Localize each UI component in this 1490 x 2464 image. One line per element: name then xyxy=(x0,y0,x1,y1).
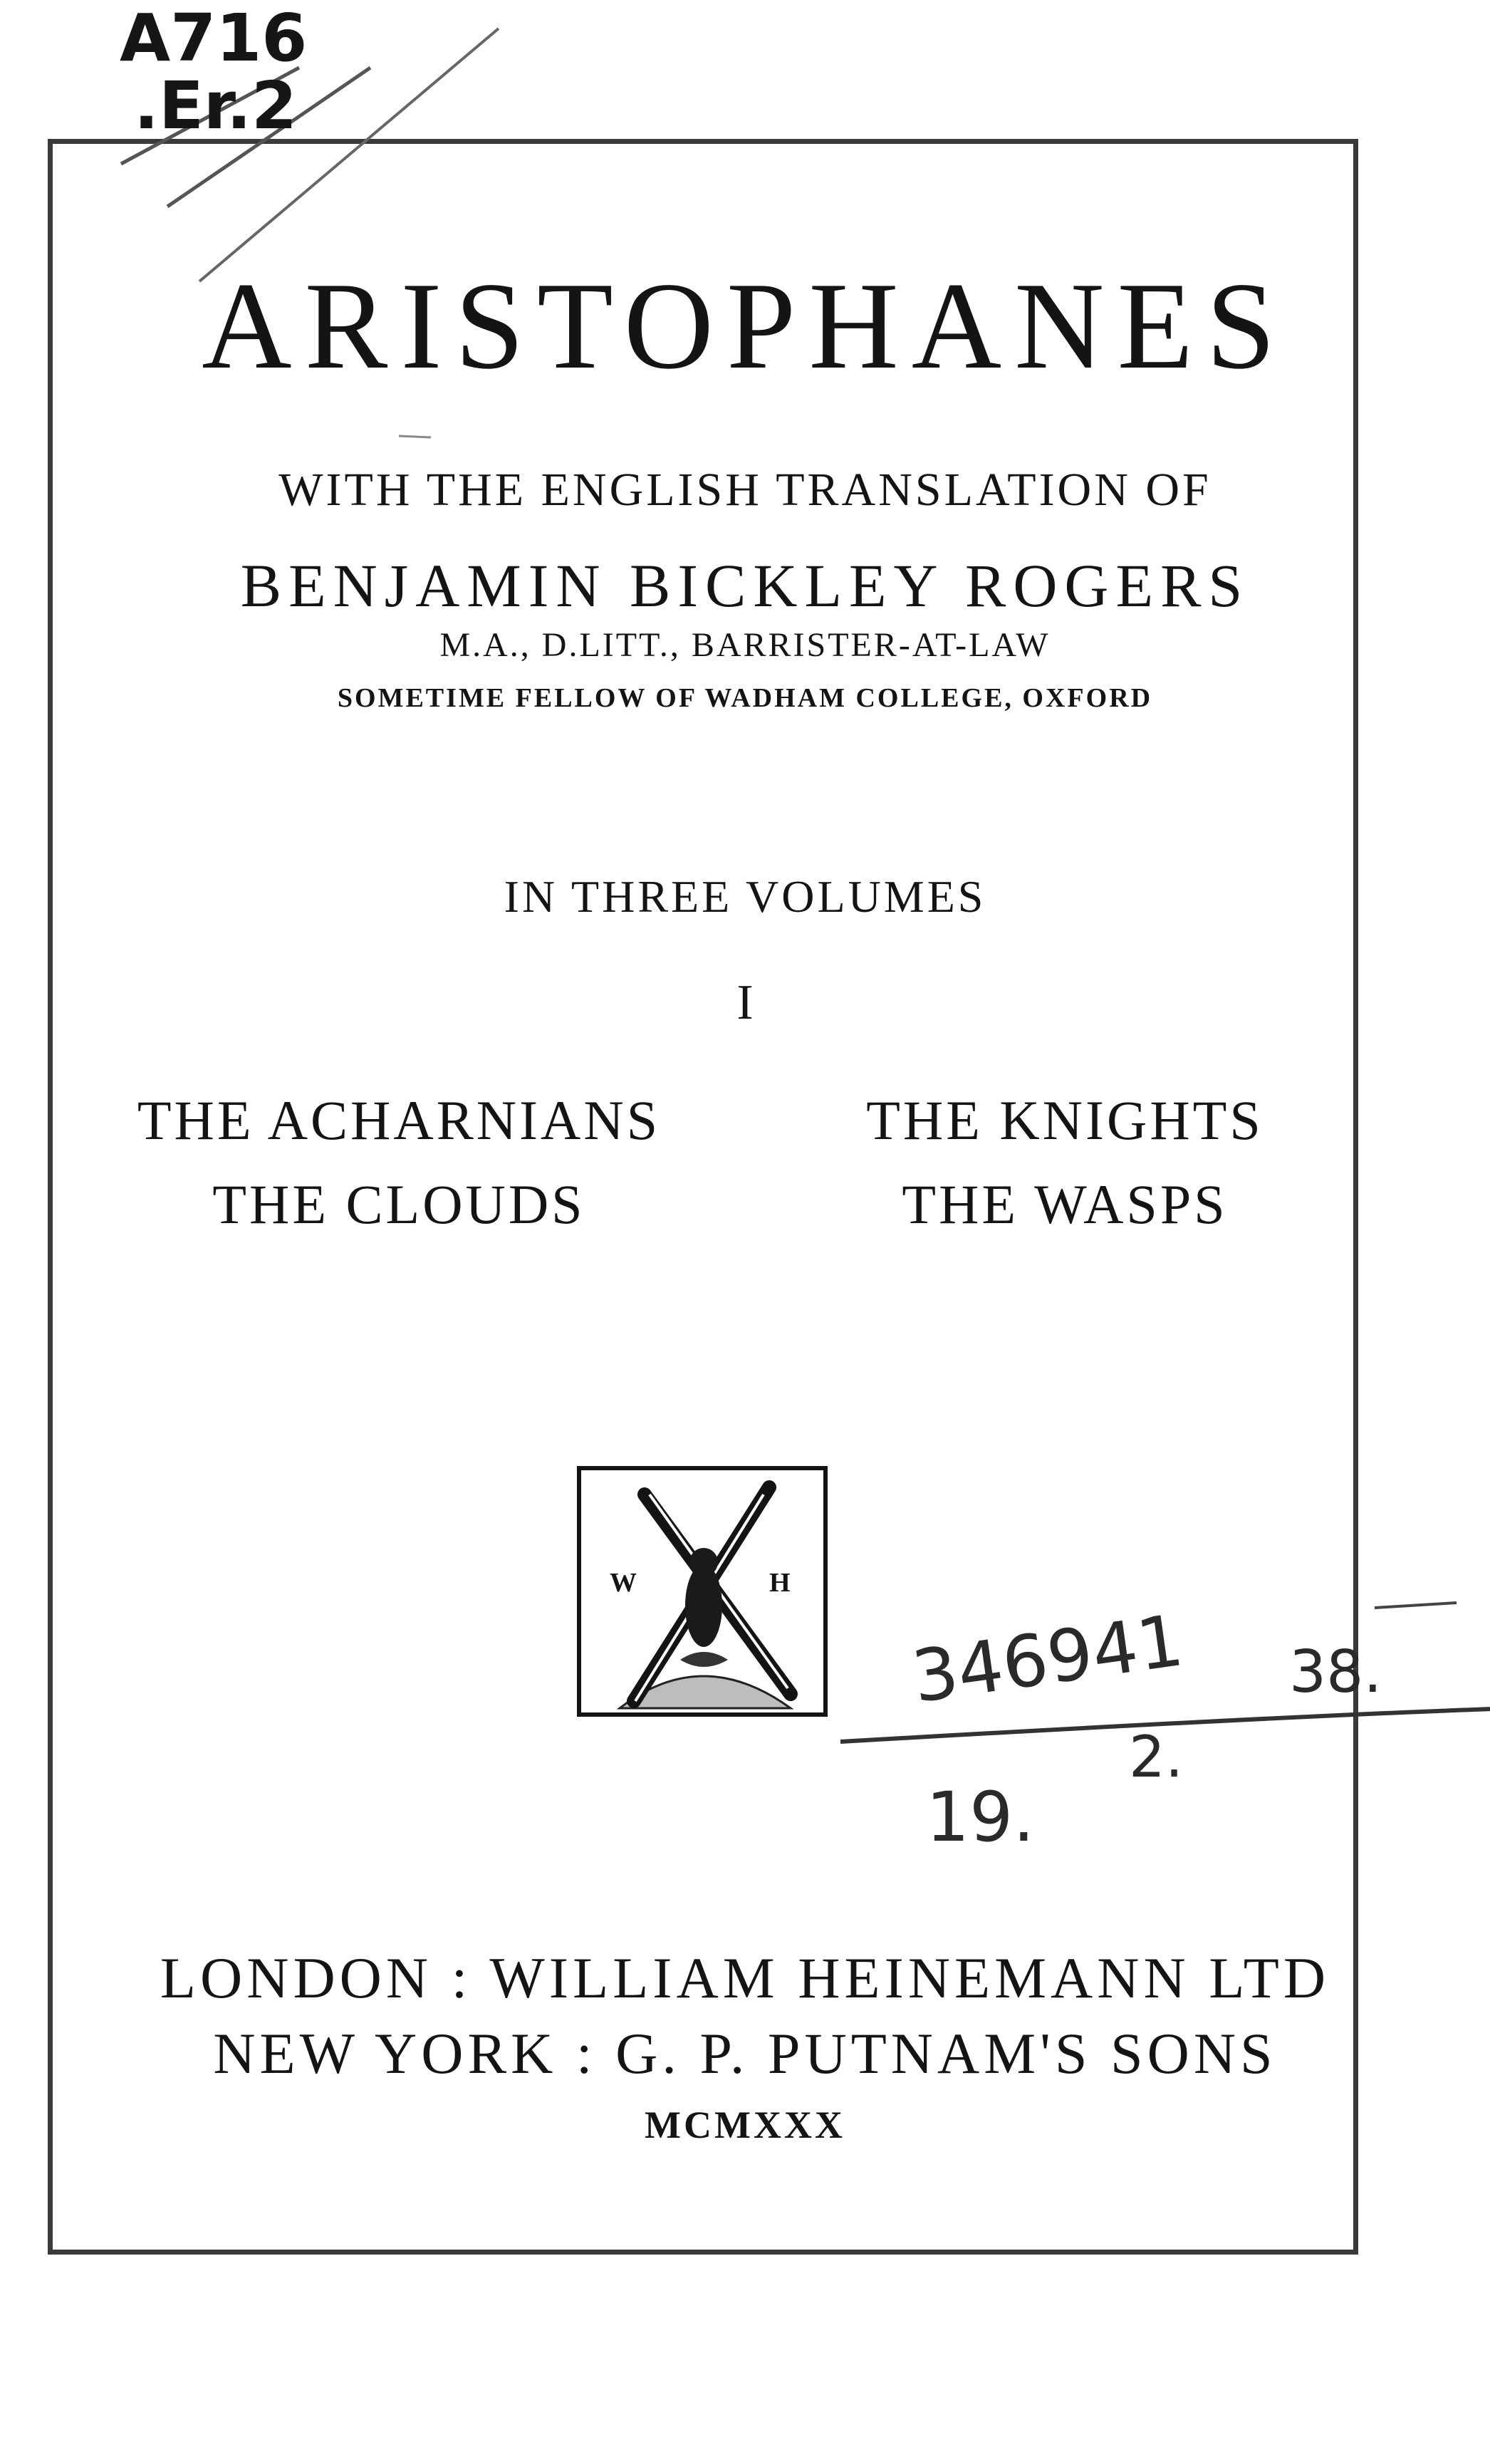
play-title: THE WASPS xyxy=(902,1173,1228,1235)
translator-name: BENJAMIN BICKLEY ROGERS xyxy=(240,551,1250,620)
volume-number: I xyxy=(736,975,754,1030)
play-title: THE ACHARNIANS xyxy=(137,1089,661,1151)
play-title: THE CLOUDS xyxy=(212,1173,585,1235)
handwritten-note: 38. xyxy=(1289,1638,1382,1706)
shelf-mark-line-1: A716 xyxy=(120,0,308,76)
handwritten-note: 2. xyxy=(1129,1724,1184,1790)
shelf-mark-line-2: .Er.2 xyxy=(134,68,298,144)
publisher-emblem-icon xyxy=(577,1466,828,1717)
publisher-line-1: LONDON : WILLIAM HEINEMANN LTD xyxy=(160,1945,1330,2010)
page-title: ARISTOPHANES xyxy=(202,256,1288,395)
play-title: THE KNIGHTS xyxy=(866,1089,1264,1151)
handwritten-note: 19. xyxy=(926,1777,1035,1857)
translator-fellowship: SOMETIME FELLOW OF WADHAM COLLEGE, OXFORD xyxy=(337,683,1153,713)
subtitle: WITH THE ENGLISH TRANSLATION OF xyxy=(278,464,1212,516)
publication-year: MCMXXX xyxy=(645,2104,845,2146)
emblem-letter-w: W xyxy=(610,1568,637,1598)
emblem-letter-h: H xyxy=(769,1568,791,1598)
volumes-note: IN THREE VOLUMES xyxy=(504,871,986,922)
publisher-line-2: NEW YORK : G. P. PUTNAM'S SONS xyxy=(213,2021,1277,2086)
handwritten-note: 346941 xyxy=(907,1599,1189,1719)
translator-credentials: M.A., D.LITT., BARRISTER-AT-LAW xyxy=(439,626,1051,664)
